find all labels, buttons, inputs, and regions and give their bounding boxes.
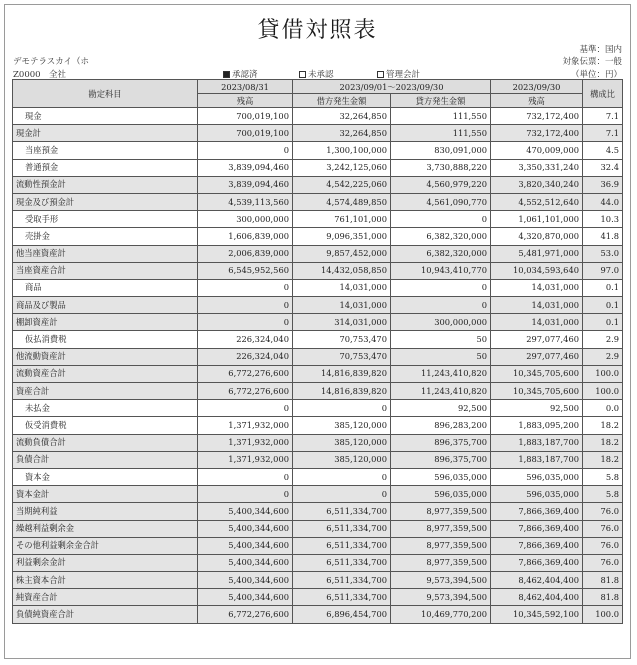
ratio-cell: 97.0	[583, 262, 623, 279]
target-voucher-label: 対象伝票：一般	[562, 57, 622, 67]
account-cell: 当座資産合計	[13, 262, 198, 279]
debit-cell: 314,031,000	[293, 314, 391, 331]
cur-balance-header: 残高	[491, 94, 583, 108]
table-row	[13, 159, 623, 176]
credit-cell: 3,730,888,220	[391, 159, 491, 176]
credit-cell: 4,561,090,770	[391, 193, 491, 210]
cur-cell: 8,462,404,400	[491, 572, 583, 589]
prev-cell: 5,400,344,600	[198, 503, 293, 520]
prev-cell: 2,006,839,000	[198, 245, 293, 262]
account-cell: 利益剰余金計	[13, 554, 198, 571]
unit-label: （単位：円）	[570, 70, 622, 80]
cur-cell: 92,500	[491, 400, 583, 417]
credit-cell: 0	[391, 279, 491, 296]
account-cell: 純資産合計	[13, 589, 198, 606]
debit-cell: 0	[293, 400, 391, 417]
ratio-cell: 10.3	[583, 211, 623, 228]
debit-cell: 14,816,839,820	[293, 383, 391, 400]
table-row	[13, 314, 623, 331]
prev-cell: 700,019,100	[198, 108, 293, 125]
ratio-cell: 44.0	[583, 193, 623, 210]
table-row	[13, 176, 623, 193]
table-header	[13, 80, 623, 108]
credit-cell: 50	[391, 348, 491, 365]
ratio-cell: 76.0	[583, 520, 623, 537]
cur-cell: 7,866,369,400	[491, 520, 583, 537]
account-cell: 普通預金	[13, 159, 198, 176]
debit-cell: 385,120,000	[293, 451, 391, 468]
table-row	[13, 348, 623, 365]
ratio-header: 構成比	[583, 80, 623, 108]
cur-cell: 297,077,460	[491, 331, 583, 348]
credit-cell: 6,382,320,000	[391, 245, 491, 262]
checkbox-checked-icon	[223, 71, 230, 78]
ratio-cell: 100.0	[583, 383, 623, 400]
report-title: 貸借対照表	[257, 18, 378, 43]
basis-label: 基準：国内	[579, 45, 622, 55]
account-cell: 棚卸資産計	[13, 314, 198, 331]
credit-cell: 0	[391, 297, 491, 314]
ratio-cell: 18.2	[583, 451, 623, 468]
ratio-cell: 7.1	[583, 125, 623, 142]
cur-cell: 7,866,369,400	[491, 554, 583, 571]
table-row	[13, 262, 623, 279]
credit-cell: 8,977,359,500	[391, 537, 491, 554]
account-header: 勘定科目	[13, 80, 198, 108]
debit-cell: 6,511,334,700	[293, 520, 391, 537]
ratio-cell: 18.2	[583, 434, 623, 451]
ratio-cell: 76.0	[583, 537, 623, 554]
account-cell: 当期純利益	[13, 503, 198, 520]
debit-cell: 385,120,000	[293, 434, 391, 451]
prev-cell: 0	[198, 486, 293, 503]
debit-cell: 32,264,850	[293, 125, 391, 142]
account-cell: 商品及び製品	[13, 297, 198, 314]
debit-cell: 14,816,839,820	[293, 365, 391, 382]
credit-cell: 8,977,359,500	[391, 503, 491, 520]
table-row	[13, 245, 623, 262]
cur-cell: 1,883,095,200	[491, 417, 583, 434]
ratio-cell: 0.0	[583, 400, 623, 417]
debit-cell: 14,031,000	[293, 279, 391, 296]
cur-cell: 1,061,101,000	[491, 211, 583, 228]
debit-cell: 1,300,100,000	[293, 142, 391, 159]
account-cell: 受取手形	[13, 211, 198, 228]
approved-label: 承認済	[232, 70, 258, 80]
cur-cell: 10,034,593,640	[491, 262, 583, 279]
checkbox-unchecked-icon	[299, 71, 306, 78]
prev-cell: 0	[198, 314, 293, 331]
account-cell: 現金計	[13, 125, 198, 142]
table-row	[13, 572, 623, 589]
credit-cell: 10,943,410,770	[391, 262, 491, 279]
account-cell: 現金	[13, 108, 198, 125]
company-code: Z0000 全社	[13, 70, 67, 80]
prev-cell: 3,839,094,460	[198, 176, 293, 193]
cur-cell: 10,345,592,100	[491, 606, 583, 623]
prev-cell: 6,772,276,600	[198, 365, 293, 382]
table-row	[13, 279, 623, 296]
account-cell: 他当座資産計	[13, 245, 198, 262]
credit-cell: 10,469,770,200	[391, 606, 491, 623]
cur-cell: 14,031,000	[491, 279, 583, 296]
company-name: デモテラスカイ（ホ	[13, 57, 89, 67]
account-cell: 当座預金	[13, 142, 198, 159]
prev-cell: 226,324,040	[198, 348, 293, 365]
table-row	[13, 537, 623, 554]
credit-cell: 896,375,700	[391, 434, 491, 451]
prev-cell: 300,000,000	[198, 211, 293, 228]
debit-cell: 3,242,125,060	[293, 159, 391, 176]
ratio-cell: 2.9	[583, 348, 623, 365]
account-cell: 繰越利益剰余金	[13, 520, 198, 537]
debit-cell: 6,896,454,700	[293, 606, 391, 623]
ratio-cell: 100.0	[583, 365, 623, 382]
debit-cell: 14,432,058,850	[293, 262, 391, 279]
debit-header: 借方発生金額	[293, 94, 391, 108]
debit-cell: 761,101,000	[293, 211, 391, 228]
account-cell: 商品	[13, 279, 198, 296]
debit-cell: 6,511,334,700	[293, 589, 391, 606]
cur-cell: 8,462,404,400	[491, 589, 583, 606]
table-row	[13, 365, 623, 382]
credit-cell: 4,560,979,220	[391, 176, 491, 193]
cur-cell: 596,035,000	[491, 468, 583, 485]
prev-balance-header: 残高	[198, 94, 293, 108]
table-row	[13, 125, 623, 142]
debit-cell: 70,753,470	[293, 331, 391, 348]
cur-cell: 1,883,187,700	[491, 434, 583, 451]
prev-cell: 5,400,344,600	[198, 520, 293, 537]
cur-cell: 732,172,400	[491, 125, 583, 142]
table-row	[13, 297, 623, 314]
account-cell: 資本金	[13, 468, 198, 485]
ratio-cell: 36.9	[583, 176, 623, 193]
prev-cell: 1,606,839,000	[198, 228, 293, 245]
credit-cell: 6,382,320,000	[391, 228, 491, 245]
debit-cell: 6,511,334,700	[293, 554, 391, 571]
debit-cell: 4,542,225,060	[293, 176, 391, 193]
ratio-cell: 5.8	[583, 486, 623, 503]
ratio-cell: 7.1	[583, 108, 623, 125]
account-cell: 資本金計	[13, 486, 198, 503]
ratio-cell: 81.8	[583, 572, 623, 589]
table-row	[13, 108, 623, 125]
credit-cell: 830,091,000	[391, 142, 491, 159]
cur-cell: 7,866,369,400	[491, 537, 583, 554]
ratio-cell: 81.8	[583, 589, 623, 606]
table-row	[13, 554, 623, 571]
account-cell: 流動性預金計	[13, 176, 198, 193]
table-row	[13, 503, 623, 520]
table-row	[13, 486, 623, 503]
prev-cell: 4,539,113,560	[198, 193, 293, 210]
table-row	[13, 417, 623, 434]
credit-cell: 9,573,394,500	[391, 589, 491, 606]
ratio-cell: 76.0	[583, 503, 623, 520]
prev-cell: 700,019,100	[198, 125, 293, 142]
debit-cell: 0	[293, 486, 391, 503]
cur-cell: 1,883,187,700	[491, 451, 583, 468]
credit-cell: 111,550	[391, 125, 491, 142]
prev-cell: 1,371,932,000	[198, 451, 293, 468]
prev-cell: 6,545,952,560	[198, 262, 293, 279]
table-row	[13, 589, 623, 606]
prev-cell: 5,400,344,600	[198, 589, 293, 606]
cur-cell: 14,031,000	[491, 314, 583, 331]
prev-cell: 1,371,932,000	[198, 417, 293, 434]
table-row	[13, 468, 623, 485]
cur-cell: 297,077,460	[491, 348, 583, 365]
balance-sheet-table	[12, 79, 623, 624]
prev-cell: 1,371,932,000	[198, 434, 293, 451]
account-cell: 負債純資産合計	[13, 606, 198, 623]
credit-header: 貸方発生金額	[391, 94, 491, 108]
ratio-cell: 5.8	[583, 468, 623, 485]
credit-cell: 92,500	[391, 400, 491, 417]
credit-cell: 11,243,410,820	[391, 365, 491, 382]
credit-cell: 300,000,000	[391, 314, 491, 331]
unapproved-label: 未承認	[308, 70, 334, 80]
period-header: 2023/09/01～2023/09/30	[293, 80, 491, 94]
credit-cell: 896,375,700	[391, 451, 491, 468]
prev-cell: 5,400,344,600	[198, 554, 293, 571]
table-row	[13, 211, 623, 228]
table-row	[13, 142, 623, 159]
account-cell: 売掛金	[13, 228, 198, 245]
table-body	[13, 108, 623, 624]
ratio-cell: 4.5	[583, 142, 623, 159]
debit-cell: 9,857,452,000	[293, 245, 391, 262]
prev-cell: 0	[198, 400, 293, 417]
credit-cell: 596,035,000	[391, 468, 491, 485]
prev-cell: 3,839,094,460	[198, 159, 293, 176]
account-cell: 資産合計	[13, 383, 198, 400]
cur-cell: 5,481,971,000	[491, 245, 583, 262]
prev-cell: 0	[198, 468, 293, 485]
account-cell: 仮払消費税	[13, 331, 198, 348]
debit-cell: 385,120,000	[293, 417, 391, 434]
prev-date-header: 2023/08/31	[198, 80, 293, 94]
table-row	[13, 606, 623, 623]
account-cell: 現金及び預金計	[13, 193, 198, 210]
prev-cell: 6,772,276,600	[198, 606, 293, 623]
cur-cell: 596,035,000	[491, 486, 583, 503]
table-row	[13, 400, 623, 417]
debit-cell: 4,574,489,850	[293, 193, 391, 210]
cur-cell: 3,350,331,240	[491, 159, 583, 176]
table-row	[13, 228, 623, 245]
cur-date-header: 2023/09/30	[491, 80, 583, 94]
cur-cell: 3,820,340,240	[491, 176, 583, 193]
table-row	[13, 520, 623, 537]
prev-cell: 226,324,040	[198, 331, 293, 348]
credit-cell: 11,243,410,820	[391, 383, 491, 400]
credit-cell: 596,035,000	[391, 486, 491, 503]
credit-cell: 0	[391, 211, 491, 228]
prev-cell: 5,400,344,600	[198, 572, 293, 589]
account-cell: その他利益剰余金合計	[13, 537, 198, 554]
debit-cell: 0	[293, 468, 391, 485]
cur-cell: 10,345,705,600	[491, 365, 583, 382]
credit-cell: 8,977,359,500	[391, 520, 491, 537]
account-cell: 株主資本合計	[13, 572, 198, 589]
table-row	[13, 451, 623, 468]
ratio-cell: 76.0	[583, 554, 623, 571]
checkbox-unchecked-icon	[377, 71, 384, 78]
ratio-cell: 2.9	[583, 331, 623, 348]
debit-cell: 6,511,334,700	[293, 503, 391, 520]
prev-cell: 0	[198, 142, 293, 159]
credit-cell: 111,550	[391, 108, 491, 125]
cur-cell: 4,320,870,000	[491, 228, 583, 245]
ratio-cell: 100.0	[583, 606, 623, 623]
credit-cell: 9,573,394,500	[391, 572, 491, 589]
debit-cell: 9,096,351,000	[293, 228, 391, 245]
prev-cell: 6,772,276,600	[198, 383, 293, 400]
prev-cell: 0	[198, 297, 293, 314]
debit-cell: 32,264,850	[293, 108, 391, 125]
ratio-cell: 0.1	[583, 314, 623, 331]
ratio-cell: 53.0	[583, 245, 623, 262]
credit-cell: 896,283,200	[391, 417, 491, 434]
credit-cell: 8,977,359,500	[391, 554, 491, 571]
table-row	[13, 434, 623, 451]
account-cell: 流動負債合計	[13, 434, 198, 451]
ratio-cell: 32.4	[583, 159, 623, 176]
ratio-cell: 41.8	[583, 228, 623, 245]
table-row	[13, 193, 623, 210]
ratio-cell: 0.1	[583, 279, 623, 296]
cur-cell: 4,552,512,640	[491, 193, 583, 210]
cur-cell: 10,345,705,600	[491, 383, 583, 400]
debit-cell: 70,753,470	[293, 348, 391, 365]
management-accounting-label: 管理会計	[386, 70, 421, 80]
account-cell: 負債合計	[13, 451, 198, 468]
table-row	[13, 331, 623, 348]
cur-cell: 14,031,000	[491, 297, 583, 314]
cur-cell: 732,172,400	[491, 108, 583, 125]
debit-cell: 14,031,000	[293, 297, 391, 314]
cur-cell: 7,866,369,400	[491, 503, 583, 520]
ratio-cell: 18.2	[583, 417, 623, 434]
prev-cell: 5,400,344,600	[198, 537, 293, 554]
credit-cell: 50	[391, 331, 491, 348]
debit-cell: 6,511,334,700	[293, 572, 391, 589]
cur-cell: 470,009,000	[491, 142, 583, 159]
table-row	[13, 383, 623, 400]
account-cell: 他流動資産計	[13, 348, 198, 365]
debit-cell: 6,511,334,700	[293, 537, 391, 554]
account-cell: 流動資産合計	[13, 365, 198, 382]
account-cell: 未払金	[13, 400, 198, 417]
ratio-cell: 0.1	[583, 297, 623, 314]
prev-cell: 0	[198, 279, 293, 296]
account-cell: 仮受消費税	[13, 417, 198, 434]
